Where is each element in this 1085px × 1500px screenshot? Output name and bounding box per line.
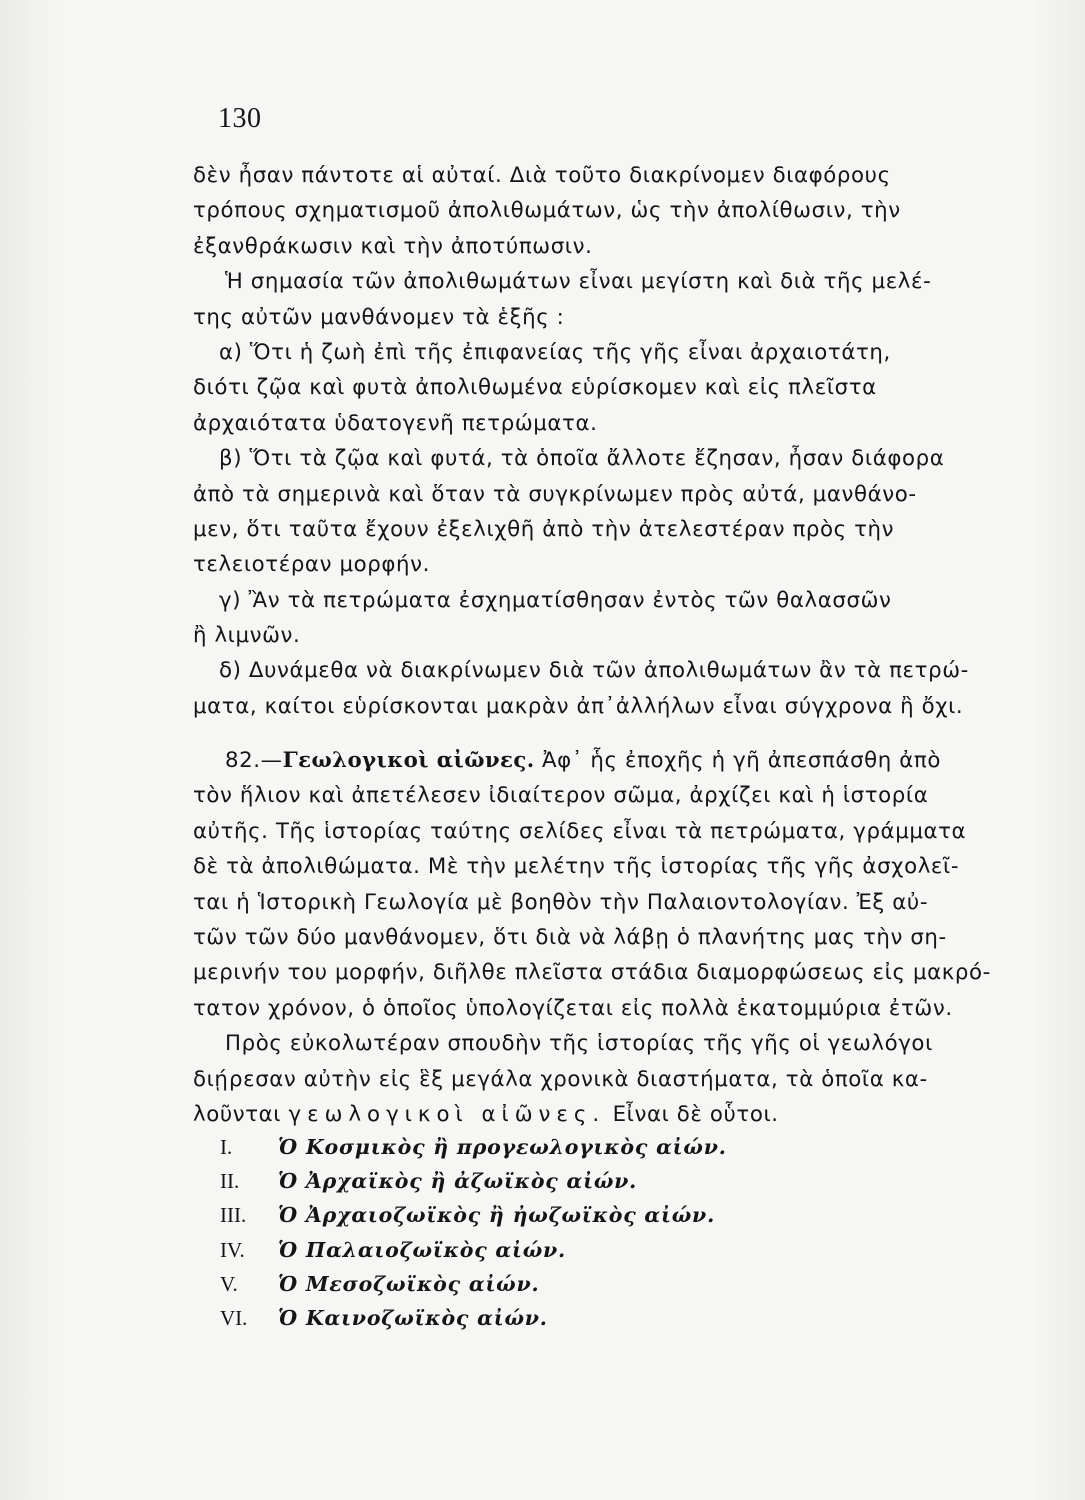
text-line: β) Ὅτι τὰ ζῷα καὶ φυτά, τὰ ὁποῖα ἄλλοτε ἔζησαν, ἦσαν διάφορα — [219, 446, 945, 472]
section-first-line — [193, 743, 1073, 778]
section-last-line — [193, 1097, 1073, 1132]
text-line: δ) Δυνάμεθα νὰ διακρίνωμεν διὰ τῶν ἀπολιθωμάτων ἂν τὰ πετρώ- — [219, 658, 969, 684]
text-line: τὸν ἥλιον καὶ ἀπετέλεσεν ἰδιαίτερον σῶμα, ἀρχίζει καὶ ἡ ἱστορία — [193, 783, 929, 809]
text-line: α) Ὅτι ἡ ζωὴ ἐπὶ τῆς ἐπιφανείας τῆς γῆς εἶναι ἀρχαιοτάτη, — [219, 339, 891, 365]
text-line: ἀπὸ τὰ σημερινὰ καὶ ὅταν τὰ συγκρίνωμεν πρὸς αὐτά, μανθάνο- — [193, 481, 917, 507]
text-line: ἢ λιμνῶν. — [193, 623, 301, 649]
list-item — [220, 1233, 727, 1267]
text-line: ἐξανθράκωσιν καὶ τὴν ἀποτύπωσιν. — [193, 233, 593, 259]
text-line: μεν, ὅτι ταῦτα ἔχουν ἐξελιχθῆ ἀπὸ τὴν ἀτελεστέραν πρὸς τὴν — [193, 516, 895, 542]
era-name: Ὁ Κοσμικὸς ἢ προγεωλογικὸς αἰών. — [278, 1135, 727, 1159]
text-line: τῶν τῶν δύο μανθάνομεν, ὅτι διὰ νὰ λάβῃ ὁ πλανήτης μας τὴν ση- — [193, 924, 947, 950]
text-line: δὲ τὰ ἀπολιθώματα. Μὲ τὴν μελέτην τῆς ἱστορίας τῆς γῆς ἀσχολεῖ- — [193, 854, 960, 880]
text-line: διότι ζῷα καὶ φυτὰ ἀπολιθωμένα εὑρίσκομεν καὶ εἰς πλεῖστα — [193, 375, 877, 401]
roman-numeral: II. — [220, 1169, 240, 1194]
list-item — [220, 1198, 727, 1232]
section-82 — [193, 743, 1073, 1132]
roman-numeral: VI. — [220, 1305, 248, 1330]
text-line: Πρὸς εὐκολωτέραν σπουδὴν τῆς ἱστορίας τῆς γῆς οἱ γεωλόγοι — [225, 1031, 933, 1057]
text-line: ται ἡ Ἱστορικὴ Γεωλογία μὲ βοηθὸν τὴν Παλαιοντολογίαν. Ἐξ αὐ- — [193, 889, 929, 915]
last-line-start: λοῦνται — [193, 1101, 289, 1127]
era-name: Ὁ Ἀρχαιοζωϊκὸς ἢ ἠωζωϊκὸς αἰών. — [278, 1203, 716, 1228]
text-line: τατον χρόνον, ὁ ὁποῖος ὑπολογίζεται εἰς πολλὰ ἑκατομμύρια ἐτῶν. — [193, 995, 953, 1021]
section-first-line-text: Ἀφ᾽ ἧς ἐποχῆς ἡ γῆ ἀπεσπάσθη ἀπὸ — [534, 748, 941, 773]
eras-list — [220, 1130, 727, 1335]
section-heading: Γεωλογικοὶ αἰῶνες. — [282, 748, 535, 773]
page-number: 130 — [218, 103, 262, 134]
list-item — [220, 1130, 727, 1164]
text-line: ἀρχαιότατα ὑδατογενῆ πετρώματα. — [193, 410, 598, 436]
text-line: δὲν ἦσαν πάντοτε αἱ αὐταί. Διὰ τοῦτο διακρίνομεν διαφόρους — [193, 163, 891, 188]
roman-numeral: I. — [220, 1135, 233, 1159]
text-line: μερινήν του μορφήν, διῆλθε πλεῖστα στάδια διαμορφώσεως εἰς μακρό- — [193, 960, 991, 986]
text-line: γ) Ἂν τὰ πετρώματα ἐσχηματίσθησαν ἐντὸς τῶν θαλασσῶν — [219, 587, 892, 613]
era-name: Ὁ Μεσοζωϊκὸς αἰών. — [278, 1271, 540, 1296]
list-item — [220, 1301, 727, 1335]
text-line: τρόπους σχηματισμοῦ ἀπολιθωμάτων, ὡς τὴν ἀπολίθωσιν, τὴν — [193, 198, 901, 224]
body-text — [193, 158, 1073, 724]
roman-numeral: III. — [220, 1203, 247, 1228]
section-number: 82.— — [225, 748, 283, 773]
spaced-term: γεωλογικοὶ αἰῶνες. — [288, 1101, 606, 1127]
roman-numeral: IV. — [220, 1237, 245, 1262]
text-line: τελειοτέραν μορφήν. — [193, 552, 430, 578]
list-item — [220, 1164, 727, 1198]
text-line: της αὐτῶν μανθάνομεν τὰ ἑξῆς : — [193, 304, 565, 330]
era-name: Ὁ Παλαιοζωϊκὸς αἰών. — [278, 1237, 566, 1262]
list-item — [220, 1267, 727, 1301]
era-name: Ὁ Καινοζωϊκὸς αἰών. — [278, 1305, 548, 1330]
text-line: Ἡ σημασία τῶν ἀπολιθωμάτων εἶναι μεγίστη καὶ διὰ τῆς μελέ- — [225, 269, 932, 295]
text-line: αὐτῆς. Τῆς ἱστορίας ταύτης σελίδες εἶναι τὰ πετρώματα, γράμματα — [193, 818, 967, 844]
text-line: διῄρεσαν αὐτὴν εἰς ἓξ μεγάλα χρονικὰ διαστήματα, τὰ ὁποῖα κα- — [193, 1066, 928, 1092]
last-line-end: Εἶναι δὲ οὗτοι. — [605, 1101, 779, 1127]
text-line: ματα, καίτοι εὑρίσκονται μακρὰν ἀπ᾽ἀλλήλων εἶναι σύγχρονα ἢ ὄχι. — [193, 693, 964, 719]
roman-numeral: V. — [220, 1271, 238, 1296]
era-name: Ὁ Ἀρχαϊκὸς ἢ ἀζωϊκὸς αἰών. — [278, 1169, 638, 1194]
